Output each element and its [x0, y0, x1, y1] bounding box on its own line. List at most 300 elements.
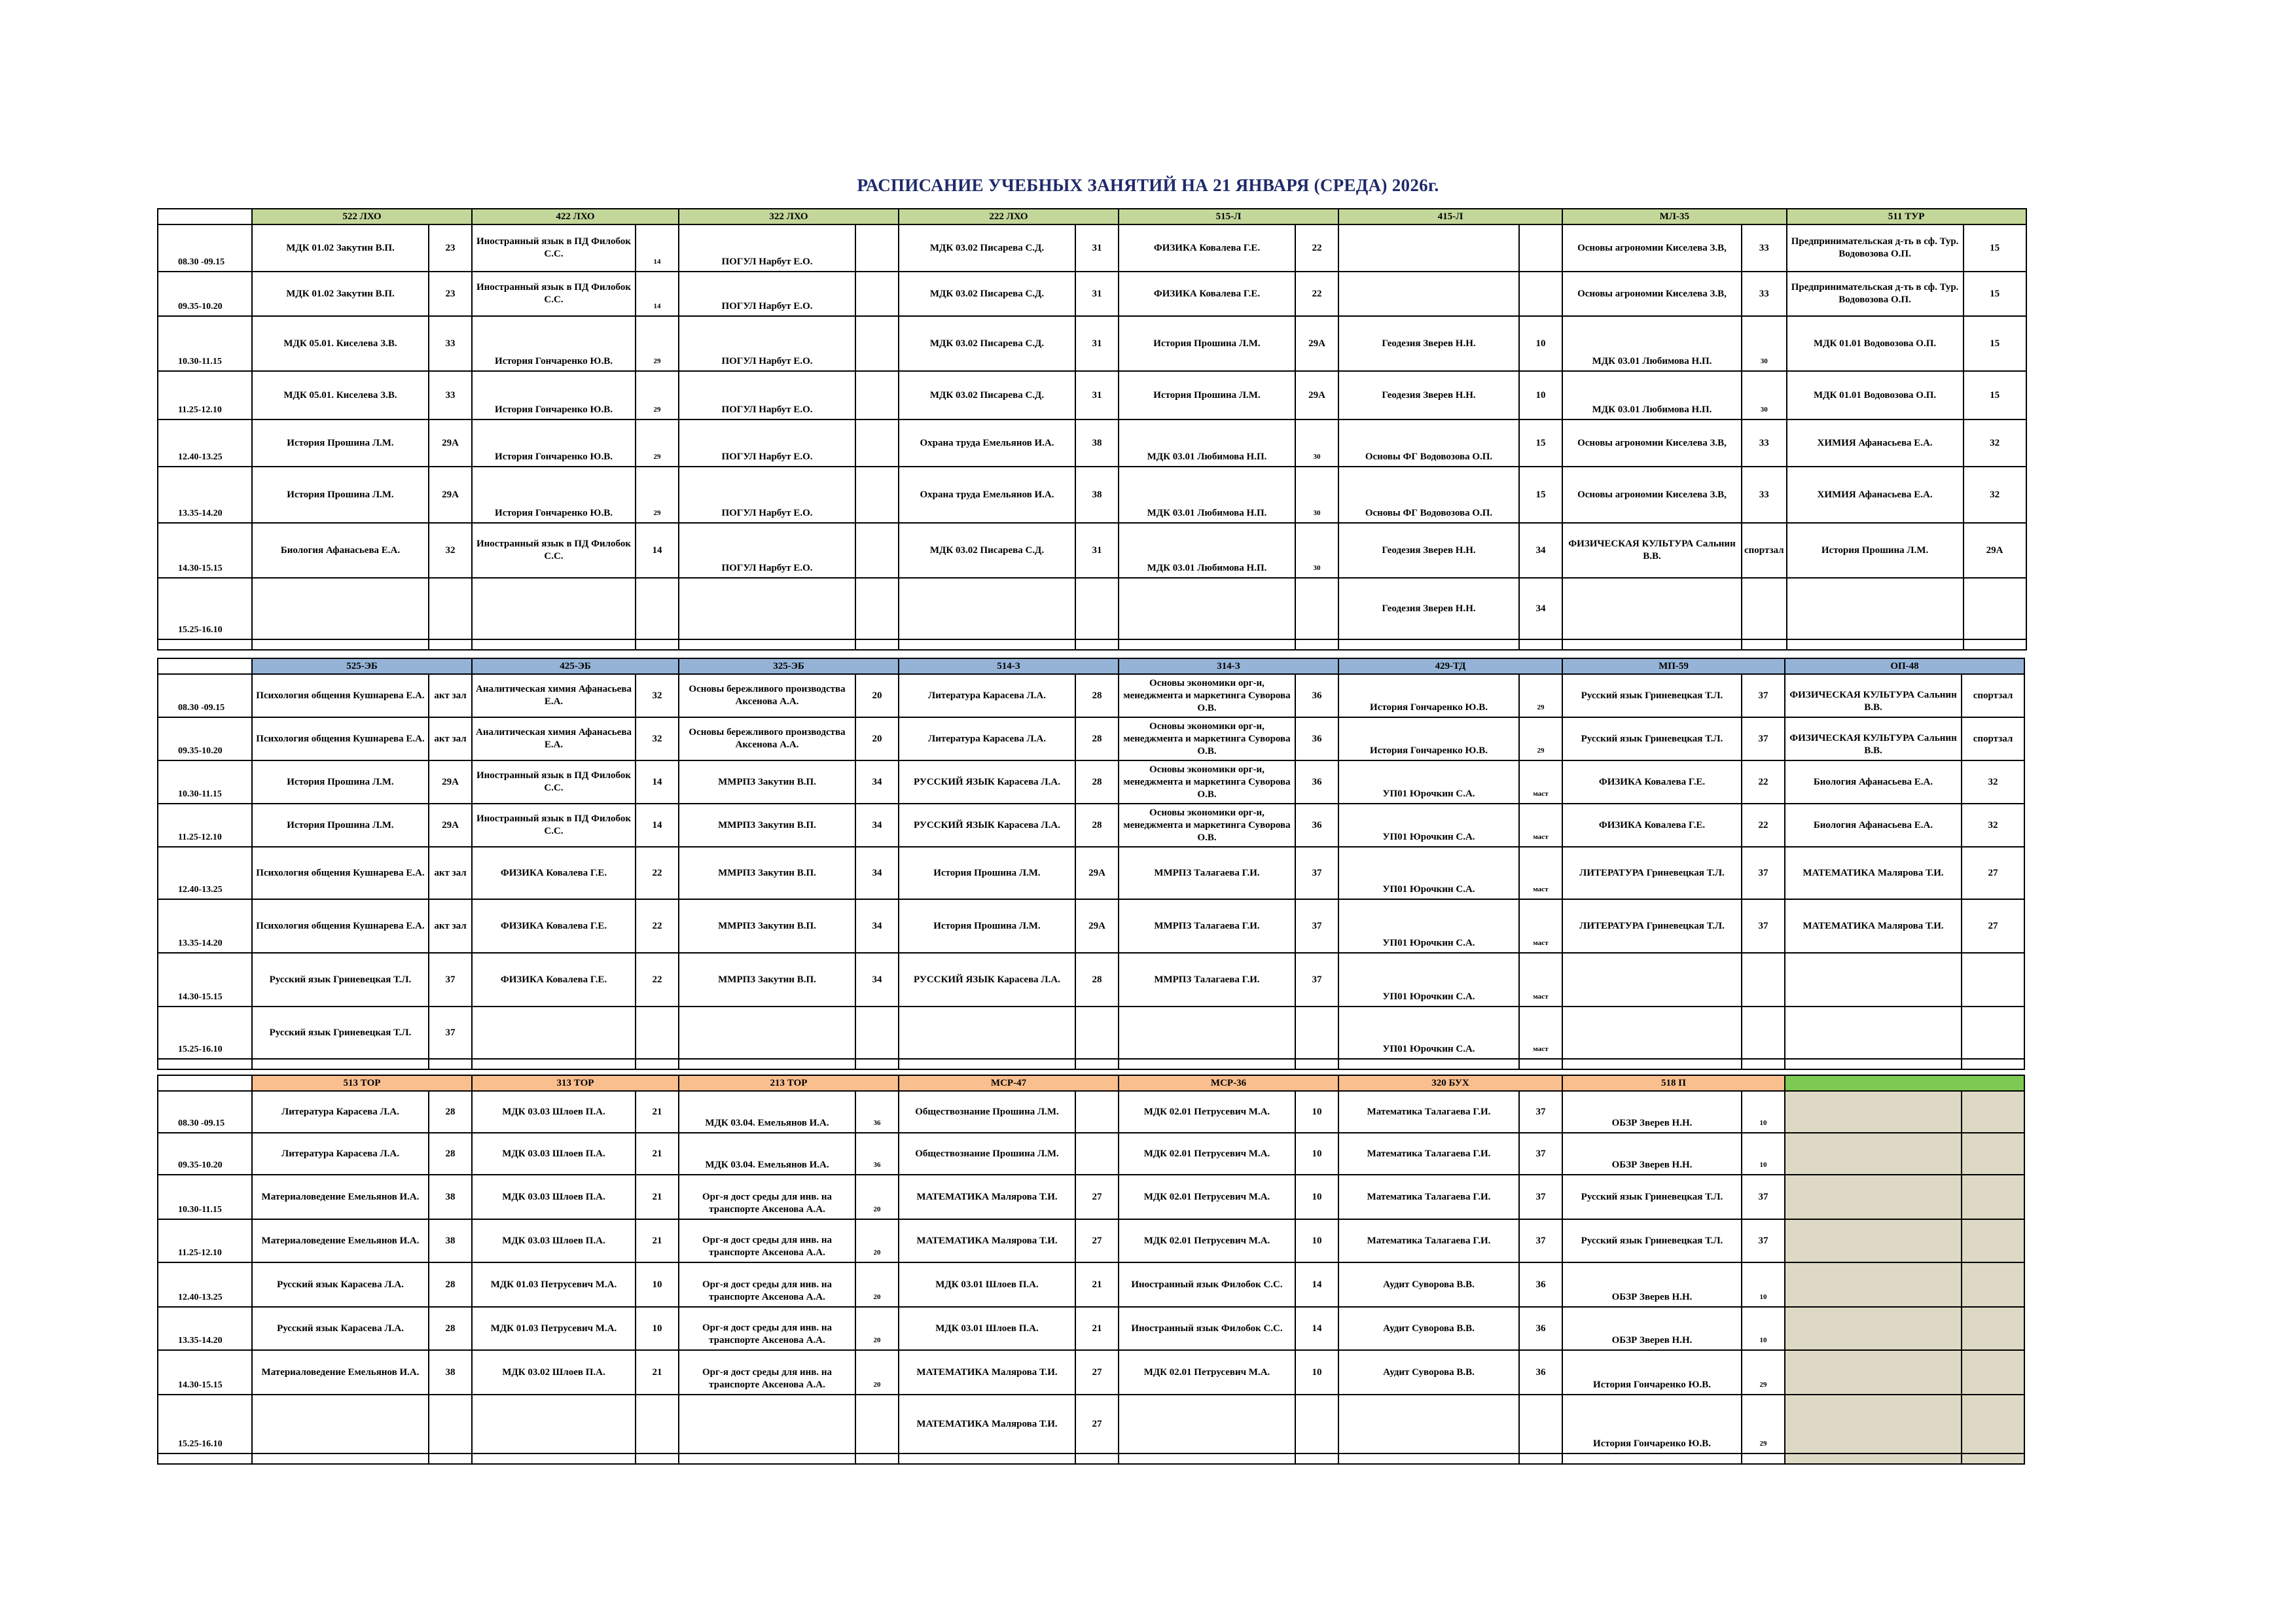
lesson-row — [158, 523, 2026, 578]
spacer-cell — [855, 1454, 899, 1464]
subject-cell: Русский язык Гриневецкая Т.Л. — [1562, 1219, 1742, 1262]
subject-cell: Основы бережливого производства Аксенова А.А. — [679, 674, 855, 717]
room-cell: 38 — [1075, 467, 1119, 523]
room-cell: 31 — [1075, 224, 1119, 272]
subject-cell: История Прошина Л.М. — [1119, 316, 1295, 371]
subject-cell: Основы бережливого производства Аксенова А.А. — [679, 717, 855, 760]
room-cell — [429, 578, 472, 639]
room-cell — [1075, 1091, 1119, 1133]
group-header: 518 П — [1562, 1075, 1785, 1091]
subject-cell: История Прошина Л.М. — [252, 419, 429, 467]
subject-cell: МДК 03.02 Писарева С.Д. — [899, 523, 1075, 578]
room-cell: 37 — [1742, 1219, 1785, 1262]
room-cell — [1962, 1133, 2024, 1175]
group-header: 522 ЛХО — [252, 209, 472, 224]
page-title: РАСПИСАНИЕ УЧЕБНЫХ ЗАНЯТИЙ НА 21 ЯНВАРЯ (СРЕДА) 2026г. — [857, 175, 1439, 195]
lesson-row — [158, 674, 2024, 717]
room-cell: акт зал — [429, 899, 472, 953]
subject-cell: История Гончаренко Ю.В. — [472, 467, 636, 523]
subject-cell: МДК 01.03 Петрусевич М.А. — [472, 1307, 636, 1350]
time-slot: 14.30-15.15 — [158, 523, 252, 578]
room-cell: 10 — [1742, 1307, 1785, 1350]
group-header: 314-З — [1119, 658, 1338, 674]
room-cell — [855, 224, 899, 272]
subject-cell: История Прошина Л.М. — [899, 847, 1075, 899]
subject-cell: МДК 03.02 Писарева С.Д. — [899, 371, 1075, 419]
subject-cell: ФИЗИЧЕСКАЯ КУЛЬТУРА Сальнин В.В. — [1785, 717, 1962, 760]
room-cell: 29 — [636, 467, 679, 523]
subject-cell: Аудит Суворова В.В. — [1338, 1350, 1519, 1395]
subject-cell: МДК 03.02 Шлоев П.А. — [472, 1350, 636, 1395]
room-cell: 31 — [1075, 371, 1119, 419]
subject-cell — [472, 1395, 636, 1454]
room-cell: 23 — [429, 272, 472, 316]
room-cell — [1962, 1219, 2024, 1262]
lesson-row — [158, 1133, 2024, 1175]
subject-cell: Иностранный язык в ПД Филобок С.С. — [472, 760, 636, 804]
room-cell: 37 — [1295, 953, 1338, 1007]
room-cell: 21 — [1075, 1262, 1119, 1307]
room-cell: 22 — [1742, 804, 1785, 847]
room-cell: 33 — [1742, 224, 1787, 272]
subject-cell: МДК 02.01 Петрусевич М.А. — [1119, 1133, 1295, 1175]
subject-cell: МДК 02.01 Петрусевич М.А. — [1119, 1350, 1295, 1395]
subject-cell: Основы экономики орг-и, менеджмента и маркетинга Суворова О.В. — [1119, 804, 1295, 847]
subject-cell — [1562, 953, 1742, 1007]
subject-cell — [1785, 953, 1962, 1007]
room-cell: 10 — [1519, 316, 1562, 371]
lesson-row — [158, 1262, 2024, 1307]
lesson-row — [158, 1395, 2024, 1454]
subject-cell: РУССКИЙ ЯЗЫК Карасева Л.А. — [899, 760, 1075, 804]
subject-cell: МДК 01.02 Закутин В.П. — [252, 224, 429, 272]
time-slot: 08.30 -09.15 — [158, 674, 252, 717]
subject-cell: МДК 03.01 Шлоев П.А. — [899, 1262, 1075, 1307]
group-header: 415-Л — [1338, 209, 1562, 224]
subject-cell: УП01 Юрочкин С.А. — [1338, 1007, 1519, 1059]
room-cell: 31 — [1075, 272, 1119, 316]
room-cell: 29 — [1519, 717, 1562, 760]
room-cell: 29А — [1295, 316, 1338, 371]
room-cell: 21 — [1075, 1307, 1119, 1350]
room-cell: 22 — [1295, 224, 1338, 272]
subject-cell: Орг-я дост среды для инв. на транспорте Аксенова А.А. — [679, 1175, 855, 1219]
subject-cell: МДК 02.01 Петрусевич М.А. — [1119, 1091, 1295, 1133]
subject-cell: ММРПЗ Талагаева Г.И. — [1119, 953, 1295, 1007]
subject-cell: Орг-я дост среды для инв. на транспорте Аксенова А.А. — [679, 1307, 855, 1350]
room-cell — [855, 523, 899, 578]
room-cell: 37 — [1742, 674, 1785, 717]
spacer-cell — [1119, 639, 1295, 650]
room-cell: 33 — [1742, 272, 1787, 316]
room-cell: 15 — [1964, 371, 2026, 419]
time-slot: 14.30-15.15 — [158, 953, 252, 1007]
room-cell: 14 — [1295, 1307, 1338, 1350]
subject-cell: Материаловедение Емельянов И.А. — [252, 1175, 429, 1219]
room-cell: 38 — [429, 1350, 472, 1395]
subject-cell: МДК 01.01 Водовозова О.П. — [1787, 371, 1964, 419]
room-cell: 34 — [1519, 523, 1562, 578]
subject-cell: МАТЕМАТИКА Малярова Т.И. — [899, 1395, 1075, 1454]
spacer-cell — [899, 1454, 1075, 1464]
subject-cell: ЛИТЕРАТУРА Гриневецкая Т.Л. — [1562, 847, 1742, 899]
room-cell: 29А — [429, 760, 472, 804]
room-cell: акт зал — [429, 847, 472, 899]
group-header: 222 ЛХО — [899, 209, 1119, 224]
room-cell: 22 — [636, 953, 679, 1007]
time-slot: 09.35-10.20 — [158, 272, 252, 316]
subject-cell: История Прошина Л.М. — [252, 467, 429, 523]
room-cell — [1962, 1395, 2024, 1454]
room-cell: 21 — [636, 1350, 679, 1395]
room-cell: 29 — [636, 419, 679, 467]
spacer-cell — [855, 639, 899, 650]
subject-cell: МДК 03.01 Любимова Н.П. — [1119, 419, 1295, 467]
subject-cell: Предпринимательская д-ть в сф. Тур. Водовозова О.П. — [1787, 272, 1964, 316]
room-cell: 29 — [1742, 1350, 1785, 1395]
room-cell: 38 — [1075, 419, 1119, 467]
room-cell: 15 — [1964, 316, 2026, 371]
subject-cell: ФИЗИЧЕСКАЯ КУЛЬТУРА Сальнин В.В. — [1785, 674, 1962, 717]
subject-cell: ПОГУЛ Нарбут Е.О. — [679, 523, 855, 578]
schedule-table-block-1 — [157, 208, 2027, 651]
group-header: 429-ТД — [1338, 658, 1562, 674]
subject-cell: ПОГУЛ Нарбут Е.О. — [679, 371, 855, 419]
room-cell — [1519, 272, 1562, 316]
subject-cell — [679, 1007, 855, 1059]
subject-cell: ММРПЗ Закутин В.П. — [679, 953, 855, 1007]
subject-cell: Биология Афанасьева Е.А. — [1785, 804, 1962, 847]
group-header: 525-ЭБ — [252, 658, 472, 674]
room-cell: 34 — [855, 899, 899, 953]
subject-cell — [472, 1007, 636, 1059]
room-cell: 29 — [636, 371, 679, 419]
room-cell: 37 — [1519, 1091, 1562, 1133]
room-cell: спортзал — [1962, 674, 2024, 717]
room-cell: 29А — [1075, 847, 1119, 899]
spacer-cell — [158, 1454, 252, 1464]
room-cell — [1962, 1175, 2024, 1219]
subject-cell: ФИЗИКА Ковалева Г.Е. — [472, 953, 636, 1007]
subject-cell: ПОГУЛ Нарбут Е.О. — [679, 272, 855, 316]
spacer-cell — [472, 639, 636, 650]
room-cell: 36 — [1295, 674, 1338, 717]
time-slot: 10.30-11.15 — [158, 1175, 252, 1219]
subject-cell: МДК 03.01 Шлоев П.А. — [899, 1307, 1075, 1350]
room-cell — [1962, 1007, 2024, 1059]
spacer-cell — [679, 639, 855, 650]
room-cell: 34 — [1519, 578, 1562, 639]
room-cell: маст — [1519, 899, 1562, 953]
subject-cell: Охрана труда Емельянов И.А. — [899, 419, 1075, 467]
room-cell: 20 — [855, 1262, 899, 1307]
subject-cell: ФИЗИКА Ковалева Г.Е. — [1119, 224, 1295, 272]
spacer-cell — [472, 1059, 636, 1069]
lesson-row — [158, 316, 2026, 371]
group-header: 213 ТОР — [679, 1075, 899, 1091]
time-slot: 15.25-16.10 — [158, 578, 252, 639]
subject-cell: Материаловедение Емельянов И.А. — [252, 1350, 429, 1395]
room-cell: 21 — [636, 1133, 679, 1175]
room-cell: маст — [1519, 953, 1562, 1007]
subject-cell: Биология Афанасьева Е.А. — [252, 523, 429, 578]
subject-cell: Геодезия Зверев Н.Н. — [1338, 578, 1519, 639]
room-cell — [1295, 1395, 1338, 1454]
spacer-cell — [472, 1454, 636, 1464]
subject-cell — [252, 578, 429, 639]
group-header: 325-ЭБ — [679, 658, 899, 674]
subject-cell: Биология Афанасьева Е.А. — [1785, 760, 1962, 804]
subject-cell: МДК 03.04. Емельянов И.А. — [679, 1091, 855, 1133]
room-cell: 10 — [1295, 1091, 1338, 1133]
subject-cell: Основы экономики орг-и, менеджмента и маркетинга Суворова О.В. — [1119, 760, 1295, 804]
subject-cell: Обществознание Прошина Л.М. — [899, 1133, 1075, 1175]
room-cell: 34 — [855, 804, 899, 847]
spacer-cell — [1075, 1059, 1119, 1069]
time-slot: 09.35-10.20 — [158, 717, 252, 760]
spacer-cell — [679, 1059, 855, 1069]
room-cell — [855, 467, 899, 523]
room-cell: 20 — [855, 1307, 899, 1350]
time-slot: 15.25-16.10 — [158, 1395, 252, 1454]
group-header: 422 ЛХО — [472, 209, 679, 224]
subject-cell: Психология общения Кушнарева Е.А. — [252, 847, 429, 899]
subject-cell — [899, 578, 1075, 639]
subject-cell — [252, 1395, 429, 1454]
room-cell: 29А — [429, 467, 472, 523]
group-header: ОП-48 — [1785, 658, 2024, 674]
subject-cell: МДК 03.01 Любимова Н.П. — [1562, 316, 1742, 371]
subject-cell: ФИЗИКА Ковалева Г.Е. — [472, 899, 636, 953]
room-cell: 20 — [855, 1175, 899, 1219]
spacer-cell — [158, 1059, 252, 1069]
subject-cell: МДК 03.01 Любимова Н.П. — [1562, 371, 1742, 419]
room-cell: 37 — [1295, 847, 1338, 899]
subject-cell: МДК 01.03 Петрусевич М.А. — [472, 1262, 636, 1307]
time-slot: 10.30-11.15 — [158, 316, 252, 371]
subject-cell: Русский язык Гриневецкая Т.Л. — [252, 1007, 429, 1059]
lesson-row — [158, 804, 2024, 847]
spacer-cell — [429, 639, 472, 650]
subject-cell: РУССКИЙ ЯЗЫК Карасева Л.А. — [899, 804, 1075, 847]
subject-cell: Аналитическая химия Афанасьева Е.А. — [472, 674, 636, 717]
lesson-row — [158, 953, 2024, 1007]
subject-cell: Геодезия Зверев Н.Н. — [1338, 316, 1519, 371]
lesson-row — [158, 224, 2026, 272]
subject-cell — [1785, 1175, 1962, 1219]
room-cell: 10 — [1742, 1133, 1785, 1175]
time-slot: 15.25-16.10 — [158, 1007, 252, 1059]
subject-cell: Обществознание Прошина Л.М. — [899, 1091, 1075, 1133]
group-header: 513 ТОР — [252, 1075, 472, 1091]
room-cell — [1962, 1350, 2024, 1395]
header-blank-cell — [158, 658, 252, 674]
room-cell — [636, 1007, 679, 1059]
room-cell: 27 — [1962, 847, 2024, 899]
room-cell: 32 — [636, 674, 679, 717]
time-slot: 08.30 -09.15 — [158, 224, 252, 272]
room-cell: 36 — [1295, 804, 1338, 847]
room-cell: 28 — [429, 1091, 472, 1133]
room-cell: 28 — [1075, 674, 1119, 717]
subject-cell: Предпринимательская д-ть в сф. Тур. Водовозова О.П. — [1787, 224, 1964, 272]
room-cell: 14 — [636, 224, 679, 272]
subject-cell: Орг-я дост среды для инв. на транспорте Аксенова А.А. — [679, 1262, 855, 1307]
room-cell: 15 — [1964, 224, 2026, 272]
room-cell: 29 — [1519, 674, 1562, 717]
subject-cell: МДК 03.03 Шлоев П.А. — [472, 1219, 636, 1262]
room-cell: 33 — [1742, 467, 1787, 523]
subject-cell: Орг-я дост среды для инв. на транспорте Аксенова А.А. — [679, 1350, 855, 1395]
subject-cell — [899, 1007, 1075, 1059]
room-cell: 34 — [855, 847, 899, 899]
subject-cell: Основы агрономии Киселева З.В, — [1562, 419, 1742, 467]
room-cell: маст — [1519, 760, 1562, 804]
subject-cell: Основы агрономии Киселева З.В, — [1562, 272, 1742, 316]
subject-cell: Основы ФГ Водовозова О.П. — [1338, 419, 1519, 467]
spacer-cell — [899, 639, 1075, 650]
group-header: 322 ЛХО — [679, 209, 899, 224]
subject-cell — [1562, 578, 1742, 639]
room-cell: спортзал — [1742, 523, 1787, 578]
subject-cell: РУССКИЙ ЯЗЫК Карасева Л.А. — [899, 953, 1075, 1007]
room-cell: 22 — [1295, 272, 1338, 316]
spacer-cell — [1519, 639, 1562, 650]
time-slot: 11.25-12.10 — [158, 1219, 252, 1262]
spacer-cell — [1075, 1454, 1119, 1464]
room-cell: 37 — [1295, 899, 1338, 953]
subject-cell: История Гончаренко Ю.В. — [472, 316, 636, 371]
spacer-cell — [1338, 1059, 1519, 1069]
subject-cell: МДК 03.04. Емельянов И.А. — [679, 1133, 855, 1175]
subject-cell: МДК 01.01 Водовозова О.П. — [1787, 316, 1964, 371]
spacer-cell — [1075, 639, 1119, 650]
room-cell: 10 — [636, 1307, 679, 1350]
subject-cell — [679, 1395, 855, 1454]
lesson-row — [158, 1307, 2024, 1350]
subject-cell: ММРПЗ Закутин В.П. — [679, 899, 855, 953]
room-cell: 36 — [1519, 1350, 1562, 1395]
time-slot: 11.25-12.10 — [158, 371, 252, 419]
room-cell: акт зал — [429, 717, 472, 760]
subject-cell — [1785, 1091, 1962, 1133]
spacer-cell — [1295, 1059, 1338, 1069]
subject-cell — [1338, 272, 1519, 316]
subject-cell: История Прошина Л.М. — [252, 804, 429, 847]
spacer-cell — [1785, 1059, 1962, 1069]
spacer-cell — [1742, 1059, 1785, 1069]
room-cell: 32 — [1964, 467, 2026, 523]
room-cell: 23 — [429, 224, 472, 272]
room-cell: 28 — [1075, 804, 1119, 847]
subject-cell: Аналитическая химия Афанасьева Е.А. — [472, 717, 636, 760]
room-cell: 37 — [1742, 847, 1785, 899]
spacer-cell — [1562, 1454, 1742, 1464]
lesson-row — [158, 1175, 2024, 1219]
room-cell: 34 — [855, 760, 899, 804]
spacer-cell — [1562, 1059, 1742, 1069]
room-cell: 34 — [855, 953, 899, 1007]
room-cell: 33 — [429, 316, 472, 371]
room-cell: 37 — [429, 953, 472, 1007]
room-cell: 29 — [1742, 1395, 1785, 1454]
room-cell — [855, 316, 899, 371]
subject-cell — [1785, 1350, 1962, 1395]
subject-cell: ФИЗИЧЕСКАЯ КУЛЬТУРА Сальнин В.В. — [1562, 523, 1742, 578]
lesson-row — [158, 1007, 2024, 1059]
group-header: МСР-47 — [899, 1075, 1119, 1091]
spacer-cell — [1119, 1059, 1295, 1069]
room-cell — [1742, 1007, 1785, 1059]
subject-cell: УП01 Юрочкин С.А. — [1338, 760, 1519, 804]
subject-cell: МАТЕМАТИКА Малярова Т.И. — [899, 1175, 1075, 1219]
group-header: 320 БУХ — [1338, 1075, 1562, 1091]
subject-cell — [1119, 1395, 1295, 1454]
room-cell: 27 — [1962, 899, 2024, 953]
room-cell: 14 — [636, 804, 679, 847]
lesson-row — [158, 371, 2026, 419]
room-cell — [1962, 953, 2024, 1007]
spacer-cell — [1295, 1454, 1338, 1464]
subject-cell: Литература Карасева Л.А. — [252, 1091, 429, 1133]
room-cell: 36 — [1519, 1262, 1562, 1307]
subject-cell: История Гончаренко Ю.В. — [1338, 674, 1519, 717]
spacer-cell — [252, 639, 429, 650]
room-cell — [636, 578, 679, 639]
subject-cell: Иностранный язык Филобок С.С. — [1119, 1307, 1295, 1350]
room-cell — [1962, 1262, 2024, 1307]
lesson-row — [158, 1350, 2024, 1395]
room-cell: 15 — [1519, 419, 1562, 467]
subject-cell: Психология общения Кушнарева Е.А. — [252, 717, 429, 760]
subject-cell: МДК 05.01. Киселева З.В. — [252, 316, 429, 371]
room-cell — [636, 1395, 679, 1454]
subject-cell: ПОГУЛ Нарбут Е.О. — [679, 467, 855, 523]
subject-cell: МДК 03.02 Писарева С.Д. — [899, 316, 1075, 371]
time-slot: 11.25-12.10 — [158, 804, 252, 847]
subject-cell: Иностранный язык в ПД Филобок С.С. — [472, 272, 636, 316]
subject-cell: Аудит Суворова В.В. — [1338, 1262, 1519, 1307]
subject-cell: ММРПЗ Закутин В.П. — [679, 847, 855, 899]
group-header: МП-59 — [1562, 658, 1785, 674]
time-slot: 14.30-15.15 — [158, 1350, 252, 1395]
schedule-table-block-2 — [157, 658, 2025, 1070]
lesson-row — [158, 717, 2024, 760]
room-cell: 29А — [1964, 523, 2026, 578]
room-cell — [855, 578, 899, 639]
subject-cell: МДК 05.01. Киселева З.В. — [252, 371, 429, 419]
room-cell — [429, 1395, 472, 1454]
room-cell: 38 — [429, 1175, 472, 1219]
lesson-row — [158, 578, 2026, 639]
room-cell: 20 — [855, 1219, 899, 1262]
subject-cell: Русский язык Карасева Л.А. — [252, 1262, 429, 1307]
room-cell: 21 — [636, 1091, 679, 1133]
room-cell — [855, 272, 899, 316]
subject-cell: Русский язык Гриневецкая Т.Л. — [252, 953, 429, 1007]
room-cell — [1742, 578, 1787, 639]
subject-cell: УП01 Юрочкин С.А. — [1338, 953, 1519, 1007]
room-cell — [1962, 1307, 2024, 1350]
subject-cell: Материаловедение Емельянов И.А. — [252, 1219, 429, 1262]
subject-cell: ФИЗИКА Ковалева Г.Е. — [1119, 272, 1295, 316]
room-cell: 20 — [855, 717, 899, 760]
room-cell: 30 — [1295, 523, 1338, 578]
spacer-cell — [1295, 639, 1338, 650]
subject-cell: УП01 Юрочкин С.А. — [1338, 899, 1519, 953]
room-cell: 37 — [1519, 1133, 1562, 1175]
time-slot: 12.40-13.25 — [158, 419, 252, 467]
